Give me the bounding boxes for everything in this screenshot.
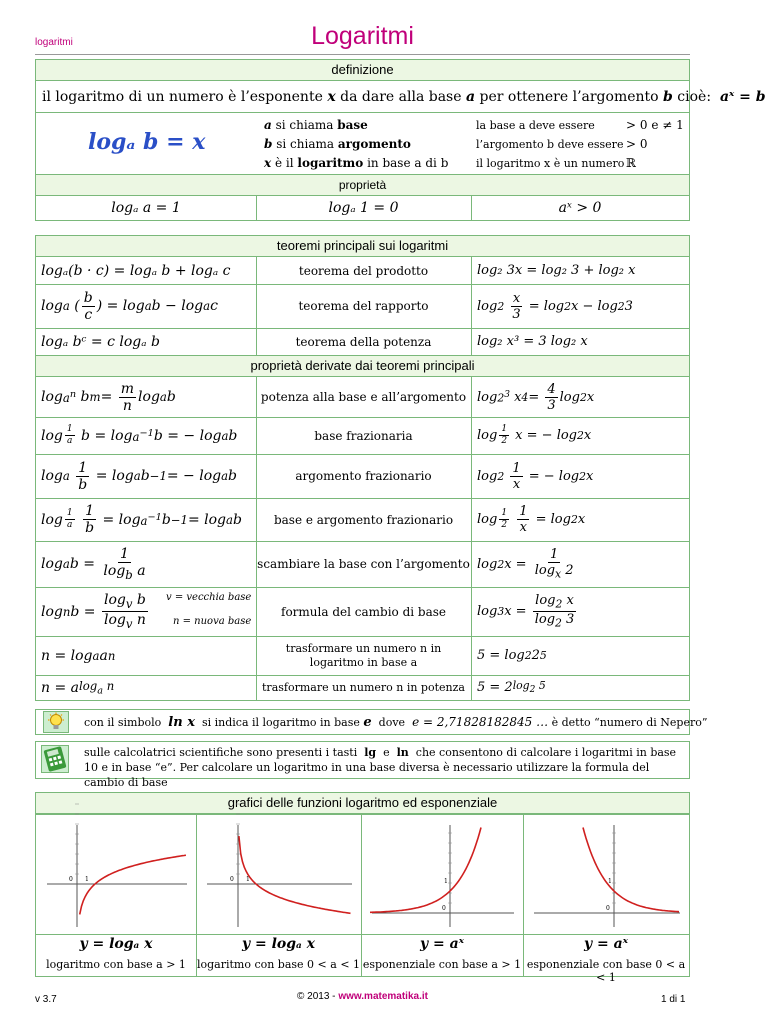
derived-note-old-base: v = vecchia base [166,592,252,603]
derived-formula-7: n = log a a n [41,647,116,664]
graph-caption-2: logaritmo con base 0 < a < 1 [196,958,361,971]
tick-label-one: 1 [608,878,612,885]
graphs-band: grafici delle funzioni logaritmo ed esponenziale [35,792,690,814]
derived-table [35,376,690,701]
derived-name-7: trasformare un numero n in logaritmo in base a [285,641,442,669]
theorem-formula-product: logₐ(b · c) = logₐ b + logₐ c [41,262,231,279]
graph-formula-4: y = aˣ [584,936,628,952]
derived-name-1: potenza alla base e all’argomento [260,390,467,404]
properties-row [35,195,690,221]
nepero-note [35,709,708,735]
graph-caption-1: logaritmo con base a > 1 [46,958,186,971]
derived-name-4: base e argomento frazionario [273,512,454,527]
derived-name-5: scambiare la base con l’argomento [257,557,470,571]
main-formula: logₐ b = x [88,129,206,155]
derived-example-6: log 3 x = $\frac{\log_2 x}{\log_2 3}$ [477,592,575,630]
property-1: logₐ a = 1 [111,200,181,216]
tick-label-zero: 0 [606,905,610,912]
properties-band: proprietà [35,174,690,196]
tick-label-zero: 0 [69,876,73,883]
term-condition-1: la base a deve essere > 0 e ≠ 1 [476,118,684,132]
graph-formula-2: y = logₐ x [242,936,315,952]
theorem-name-power: teorema della potenza [295,334,432,349]
function-curve [80,855,186,914]
derived-example-1: log $2^3$ x 4 = $\frac{4}{3}$ log 2 x [477,381,595,413]
graph-caption-4: esponenziale con base 0 < a < 1 [526,958,686,984]
definition-band: definizione [35,59,690,81]
term-name-3: x è il logaritmo in base a di b [264,156,449,170]
derived-formula-4: log $\frac{1}{a}$ $\frac{1}{b}$ = log $a^{-1}$ b −1 = log a b [41,503,242,536]
derived-formula-1: log $a^n$ b m = $\frac{m}{n}$ log a b [41,380,176,414]
theorem-formula-ratio: log a ( $\frac{b}{c}$ ) = log a b − log a c [41,289,218,323]
tick-label-zero: 0 [230,876,234,883]
term-condition-2: l’argomento b deve essere > 0 [476,137,648,151]
derived-example-7: 5 = log 2 2 5 [477,648,547,663]
derived-formula-3: log a $\frac{1}{b}$ = log a b −1 = − log a b [41,459,238,493]
term-name-2: b si chiama argomento [264,137,411,151]
graph-2 [201,819,356,931]
graphs-panel [35,814,690,984]
calculator-note [35,741,690,789]
derived-band: proprietà derivate dai teoremi principali [35,355,690,377]
definition-detail [35,112,690,175]
term-name-1: a si chiama base [264,118,368,132]
derived-example-2: log $\frac{1}{2}$ x = − log 2 x [477,424,592,446]
graph-3 [366,819,518,931]
definition-sentence: il logaritmo di un numero è l’esponente x da dare alla base a per ottenere l’argomento b cioè: aˣ = b [35,80,690,113]
derived-formula-6: log n b = $\frac{\log_v b}{\log_v n}$ [41,591,146,631]
theorem-example-ratio: log 2 $\frac{x}{3}$ = log 2 x − log 2 3 [477,290,633,322]
theorem-formula-power: logₐ bᶜ = c logₐ b [41,333,160,350]
theorems-table [35,256,690,356]
derived-name-6: formula del cambio di base [281,604,446,619]
function-curve [370,828,481,913]
tick-label-one: 1 [85,876,89,883]
graph-formula-3: y = aˣ [420,936,464,952]
derived-example-8: 5 = 2 $\log_2 5$ [477,679,546,696]
derived-example-4: log $\frac{1}{2}$ $\frac{1}{x}$ = log 2 x [477,504,586,535]
tick-label-one: 1 [444,878,448,885]
graph-caption-3: esponenziale con base a > 1 [362,958,522,971]
site-link[interactable]: www.matematika.it [338,991,428,1002]
term-names [264,116,448,173]
theorem-example-product: log₂ 3x = log₂ 3 + log₂ x [477,263,636,278]
property-3: aˣ > 0 [558,200,602,216]
derived-formula-8: n = a $\log_a n$ [41,678,115,697]
derived-formula-5: log a b = $\frac{1}{\log_b a}$ [41,545,146,582]
tick-label-zero: 0 [442,905,446,912]
term-condition-3: il logaritmo x è un numero ℝ [476,156,636,170]
calculator-text: sulle calcolatrici scientifiche sono presenti i tasti lg e ln che consentono di calcolare i logaritmi in base 10 e in base “e”. Per calcolare un logaritmo in una base diversa è necessario utilizzare la formula del cambio di base [84,746,677,789]
derived-name-2: base frazionaria [314,428,413,443]
derived-name-3: argomento frazionario [295,469,432,483]
footer-credit: © 2013 - www.matematika.it [297,991,428,1002]
theorem-example-power: log₂ x³ = 3 log₂ x [477,334,588,349]
footer-page: 1 di 1 [661,994,686,1005]
function-curve [583,828,679,912]
tick-label-one: 1 [246,876,250,883]
header-rule [35,54,690,55]
theorem-name-ratio: teorema del rapporto [298,299,429,313]
function-curve [239,836,351,913]
graph-formula-1: y = logₐ x [79,936,153,952]
theorems-band: teoremi principali sui logaritmi [35,235,690,257]
derived-note-new-base: n = nuova base [173,616,252,627]
property-2: logₐ 1 = 0 [328,200,399,216]
derived-name-8: trasformare un numero n in potenza [262,681,465,694]
footer-version: v 3.7 [35,994,57,1005]
derived-example-5: log 2 x = $\frac{1}{\log_x 2}$ [477,546,574,581]
graph-4 [528,819,684,931]
graph-1 [41,819,191,931]
theorem-name-product: teorema del prodotto [298,263,429,278]
nepero-text: con il simbolo ln x si indica il logaritmo in base e dove e = 2,71828182845 … è detto “numero di Nepero” [84,714,708,730]
header-tag: logaritmi [35,37,73,48]
derived-example-3: log 2 $\frac{1}{x}$ = − log 2 x [477,460,594,492]
page-title: Logaritmi [311,22,414,50]
derived-formula-2: log $\frac{1}{a}$ b = log $a^{-1}$ b = − log a b [41,424,238,446]
